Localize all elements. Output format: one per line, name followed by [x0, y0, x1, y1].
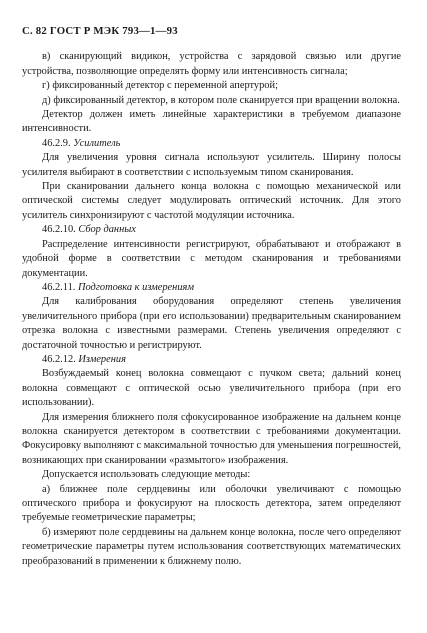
section-heading [22, 353, 401, 367]
paragraph: Возбуждаемый конец волокна совмещают с пучком света; дальний конец волокна совмещают с оптической осью увеличительного прибора (при его использовании). [22, 368, 401, 409]
paragraph: а) ближнее поле сердцевины или оболочки увеличивают с помощью оптического прибора и фокусируют на плоскость детектора, затем определяют требуемые геометрические параметры; [22, 483, 401, 524]
section-number: 46.2.9. [42, 137, 71, 149]
section-number: 46.2.12. [42, 353, 76, 365]
paragraph: д) фиксированный детектор, в котором поле сканируется при вращении волокна. [42, 94, 400, 106]
paragraph: Распределение интенсивности регистрируют, обрабатывают и отображают в удобной форме в соответствии с методом сканирования и требованиями документации. [22, 238, 401, 279]
page-header: С. 82 ГОСТ Р МЭК 793—1—93 [22, 25, 178, 37]
section-number: 46.2.11. [42, 281, 76, 293]
section-title: Сбор данных [78, 224, 136, 236]
paragraph: Для измерения ближнего поля сфокусированное изображение на дальнем конце волокна сканируется детектором в соответствии с требованиями документации. Фокусировку выполняют с максимальной точностью для уменьшения погрешностей, возникающих при сканировании «размытого» изображения. [22, 411, 401, 466]
section-heading [22, 223, 401, 237]
section-title: Усилитель [73, 137, 121, 149]
paragraph: Для увеличения уровня сигнала используют усилитель. Ширину полосы усилителя выбирают в соответствии с используемым типом сканирования. [22, 152, 401, 178]
section-heading [22, 281, 401, 295]
paragraph: При сканировании дальнего конца волокна с помощью механической или оптической системы следует модулировать оптический источник. Для этого усилитель синхронизируют с частотой модуляции источника. [22, 181, 401, 221]
paragraph: Для калибрования оборудования определяют степень увеличения увеличительного прибора (при его использовании) предварительным сканированием отрезка волокна с известными размерами. Степень увеличения определяют с достаточной точностью и регистрируют. [22, 296, 401, 351]
paragraph: Детектор должен иметь линейные характеристики в требуемом диапазоне интенсивности. [22, 109, 401, 135]
paragraph: г) фиксированный детектор с переменной апертурой; [42, 80, 278, 92]
paragraph: б) измеряют поле сердцевины на дальнем конце волокна, после чего определяют геометрические параметры путем использования соответствующих математических преобразований в применении к ближнему полю. [22, 526, 401, 567]
section-number: 46.2.10. [42, 224, 76, 236]
section-title: Подготовка к измерениям [78, 281, 194, 293]
paragraph: в) сканирующий видикон, устройства с зарядовой связью или другие устройства, позволяющие определять форму или интенсивность сигнала; [22, 51, 401, 77]
section-heading [22, 137, 401, 151]
paragraph: Допускается использовать следующие методы: [42, 469, 251, 481]
section-title: Измерения [78, 353, 126, 365]
